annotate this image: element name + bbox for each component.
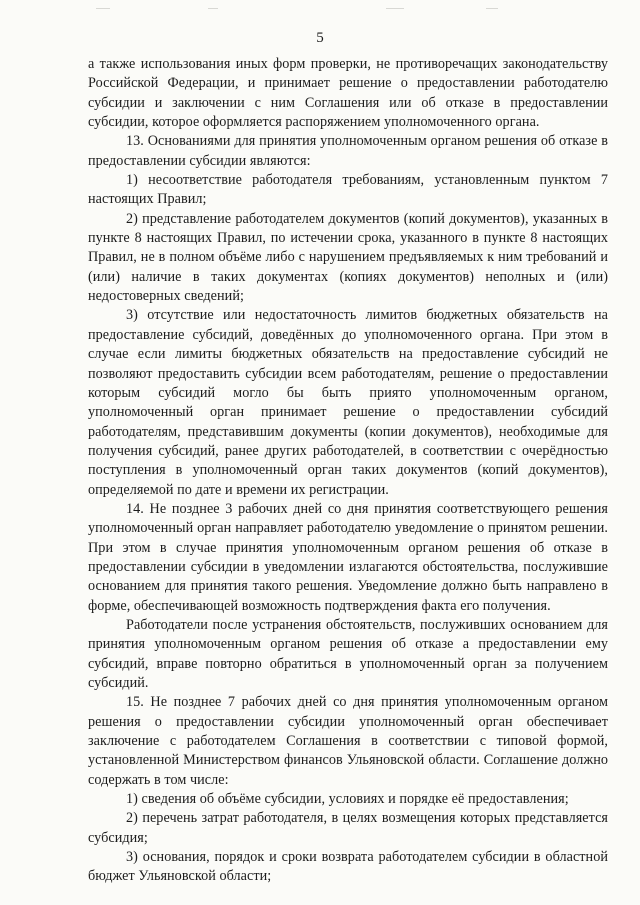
paragraph-15: 15. Не позднее 7 рабочих дней со дня принятия уполномоченным органом решения о предоставлении субсидии уполномоченный орган обеспечивает заключение с работодателем Соглашения в соответствии с типовой формой, установленной Министерством финансов Ульяновской области. Соглашение должно содержать в том числе: xyxy=(88,694,608,788)
paragraph-13: 13. Основаниями для принятия уполномоченным органом решения об отказе в предоставлении субсидии являются: xyxy=(88,133,608,169)
scan-artifact xyxy=(96,8,110,9)
list-item-15-3: 3) основания, порядок и сроки возврата работодателем субсидии в областной бюджет Ульяновской области; xyxy=(88,849,608,885)
paragraph-14-resubmission: Работодатели после устранения обстоятельств, послуживших основанием для принятия уполномоченным органом решения об отказе а предоставлении ему субсидий, вправе повторно обратиться в уполномоченный орган за получением субсидий. xyxy=(88,616,608,691)
page-number: 5 xyxy=(316,30,324,46)
list-item-13-1: 1) несоответствие работодателя требованиям, установленным пунктом 7 настоящих Правил; xyxy=(88,172,608,208)
document-body xyxy=(88,55,608,887)
paragraph-continuation: а также использования иных форм проверки, не противоречащих законодательству Российской Федерации, и принимает решение о предоставлении работодателю субсидии и заключении с ним Соглашения или об отказе в предоставлении субсидии, которое оформляется распоряжением уполномоченного органа. xyxy=(88,56,608,131)
paragraph-14: 14. Не позднее 3 рабочих дней со дня принятия соответствующего решения уполномоченный орган направляет работодателю уведомление о принятом решении. При этом в случае принятия уполномоченным органом решения об отказе в предоставлении субсидии в уведомлении излагаются обстоятельства, послужившие основанием для принятия такого решения. Уведомление должно быть направлено в форме, обеспечивающей возможность подтверждения факта его получения. xyxy=(88,500,608,614)
scan-artifact xyxy=(486,8,498,9)
scan-artifact xyxy=(386,8,404,9)
list-item-15-1: 1) сведения об объёме субсидии, условиях и порядке её предоставления; xyxy=(126,791,569,808)
list-item-13-2: 2) представление работодателем документов (копий документов), указанных в пункте 8 настоящих Правил, по истечении срока, указанного в пункте 8 настоящих Правил, не в полном объёме либо с нарушением предъявляемых к ним требований и (или) наличие в таких документах (копиях документов) неполных и (или) недостоверных сведений; xyxy=(88,210,608,305)
list-item-15-2: 2) перечень затрат работодателя, в целях возмещения которых представляется субсидия; xyxy=(88,810,608,846)
list-item-13-3: 3) отсутствие или недостаточность лимитов бюджетных обязательств на предоставление субсидий, доведённых до уполномоченного органа. При этом в случае если лимиты бюджетных обязательств на предоставление субсидий не позволяют предоставить субсидии всем работодателям, решение о предоставлении которым субсидий могло бы быть приято уполномоченным органом, уполномоченный орган принимает решение о предоставлении субсидий работодателям, представившим документы (копии документов), необходимые для получения субсидий, ранее других работодателей, в соответствии с очерёдностью поступления в уполномоченный орган таких документов (копий документов), определяемой по дате и времени их регистрации. xyxy=(88,307,608,498)
scan-artifact xyxy=(208,8,218,9)
